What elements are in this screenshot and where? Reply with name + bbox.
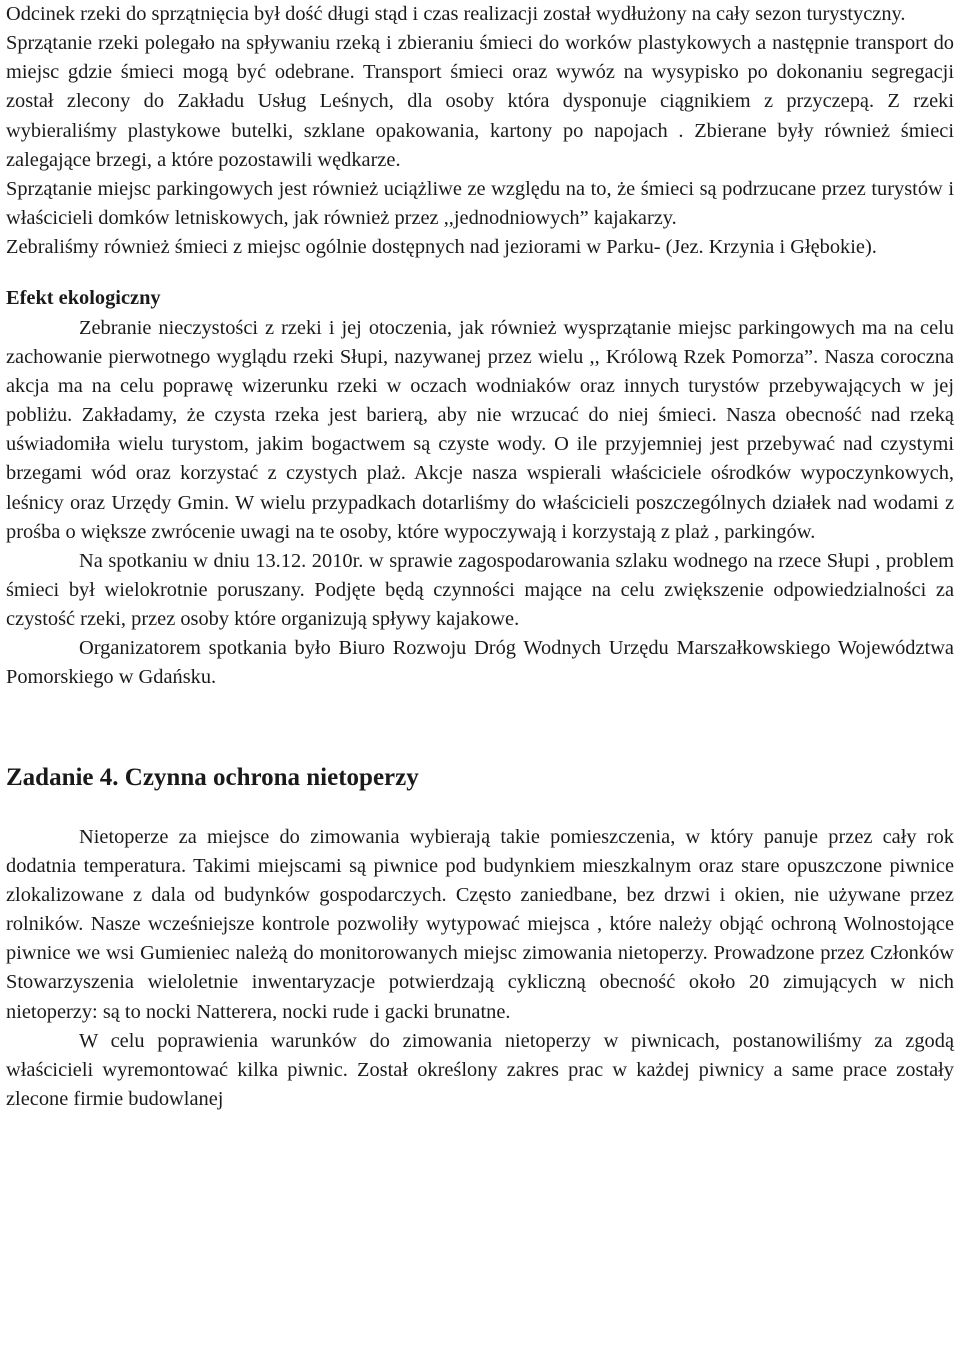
effect-paragraph-1: Zebranie nieczystości z rzeki i jej otoczenia, jak również wysprzątanie miejsc parkingowych ma na celu zachowanie pierwotnego wyglądu rzeki Słupi, nazywanej przez wielu ,, Królową Rzek Pomorza”. Nasza coroczna akcja ma na celu poprawę wizerunku rzeki w oczach wodniaków oraz innych turystów przebywających w jej pobliżu. Zakładamy, że czysta rzeka jest barierą, aby nie wrzucać do niej śmieci. Nasza obecność nad rzeką uświadomiła wielu turystom, jakim bogactwem są czyste wody. O ile przyjemniej jest przebywać nad czystymi brzegami wód oraz korzystać z czystych plaż. Akcje nasza wspierali właściciele ośrodków wypoczynkowych, leśnicy oraz Urzędy Gmin. W wielu przypadkach dotarliśmy do właścicieli poszczególnych działek nad wodami z prośba o większe zwrócenie uwagi na te osoby, które wypoczywają i korzystają z plaż , parkingów.	[6, 316, 954, 543]
intro-paragraph-4: Zebraliśmy również śmieci z miejsc ogólnie dostępnych nad jeziorami w Parku- (Jez. Krzynia i Głębokie).	[6, 236, 877, 259]
effect-section	[6, 284, 954, 692]
intro-paragraph-1: Odcinek rzeki do sprzątnięcia był dość długi stąd i czas realizacji został wydłużony na cały sezon turystyczny.	[6, 3, 906, 25]
intro-paragraph-2: Sprzątanie rzeki polegało na spływaniu rzeką i zbieraniu śmieci do worków plastykowych a następnie transport do miejsc gdzie śmieci mogą być odebrane. Transport śmieci oraz wywóz na wysypisko po dokonaniu segregacji został zlecony do Zakładu Usług Leśnych, dla osoby która dysponuje ciągnikiem z przyczepą. Z rzeki wybieraliśmy plastykowe butelki, szklane opakowania, kartony po napojach . Zbierane były również śmieci zalegające brzegi, a które pozostawili wędkarze.	[6, 32, 954, 171]
document-page	[6, 0, 954, 1114]
spacer	[6, 693, 954, 763]
task-heading: Zadanie 4. Czynna ochrona nietoperzy	[6, 763, 419, 791]
task-section	[6, 763, 954, 1115]
effect-paragraph-2: Na spotkaniu w dniu 13.12. 2010r. w sprawie zagospodarowania szlaku wodnego na rzece Słupi , problem śmieci był wielokrotnie poruszany. Podjęte będą czynności mające na celu zwiększenie odpowiedzialności za czystość rzeki, przez osoby które organizują spływy kajakowe.	[6, 549, 954, 631]
task-paragraph-2: W celu poprawienia warunków do zimowania nietoperzy w piwnicach, postanowiliśmy za zgodą właścicieli wyremontować kilka piwnic. Został określony zakres prac w każdej piwnicy a same prace zostały zlecone firmie budowlanej	[6, 1029, 954, 1110]
spacer	[6, 262, 954, 284]
spacer	[6, 793, 954, 823]
effect-heading: Efekt ekologiczny	[6, 287, 161, 310]
task-paragraph-1: Nietoperze za miejsce do zimowania wybierają takie pomieszczenia, w który panuje przez cały rok dodatnia temperatura. Takimi miejscami są piwnice pod budynkiem mieszkalnym oraz stare opuszczone piwnice zlokalizowane z dala od budynków gospodarczych. Często zaniedbane, bez drzwi i okien, nie używane przez rolników. Nasze wcześniejsze kontrole pozwoliły wytypować miejsca , które należy objąć ochroną Wolnostojące piwnice we wsi Gumieniec należą do monitorowanych miejsc zimowania nietoperzy. Prowadzone przez Członków Stowarzyszenia wieloletnie inwentaryzacje potwierdzają cykliczną obecność około 20 zimujących w nich nietoperzy: są to nocki Natterera, nocki rude i gacki brunatne.	[6, 825, 954, 1023]
intro-section	[6, 0, 954, 262]
effect-paragraph-3: Organizatorem spotkania było Biuro Rozwoju Dróg Wodnych Urzędu Marszałkowskiego Województwa Pomorskiego w Gdańsku.	[6, 637, 954, 689]
intro-paragraph-3: Sprzątanie miejsc parkingowych jest również uciążliwe ze względu na to, że śmieci są podrzucane przez turystów i właścicieli domków letniskowych, jak również przez ,,jednodniowych” kajakarzy.	[6, 177, 954, 230]
